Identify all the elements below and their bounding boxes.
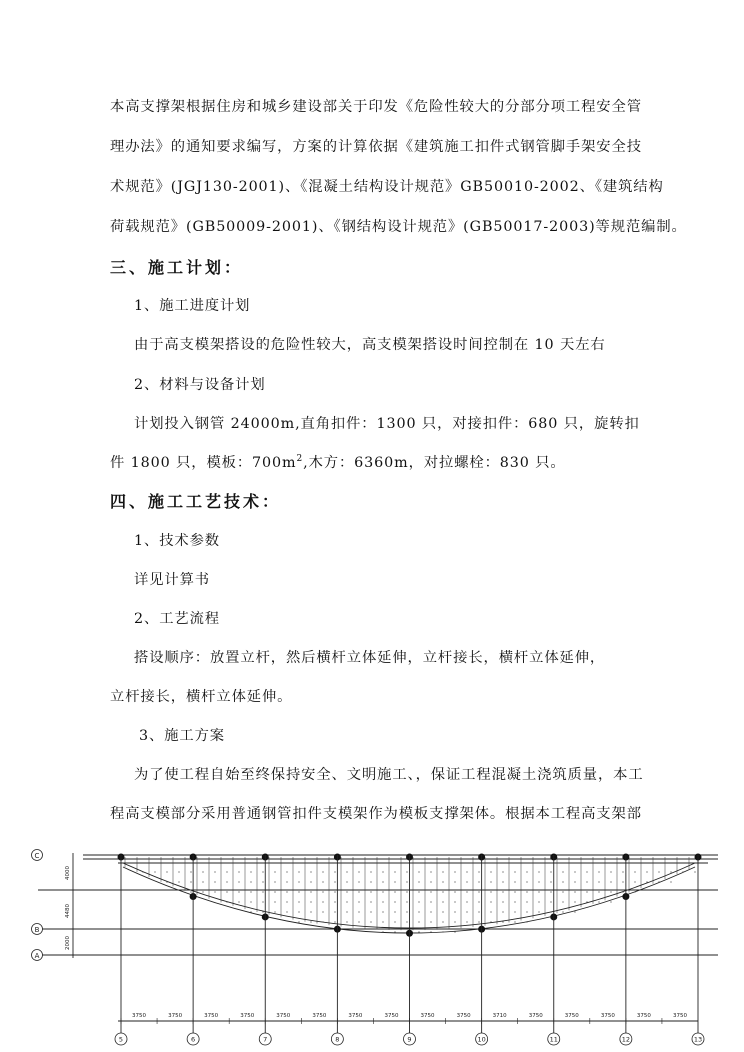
column-axis-label: 13 bbox=[693, 1035, 703, 1044]
scaffold-node bbox=[418, 911, 419, 912]
scaffold-node bbox=[298, 871, 299, 872]
scaffold-node bbox=[442, 921, 443, 922]
scaffold-node bbox=[466, 891, 467, 892]
scaffold-node bbox=[454, 931, 455, 932]
scaffold-node bbox=[598, 881, 599, 882]
scaffold-node bbox=[202, 891, 203, 892]
scaffold-node bbox=[214, 891, 215, 892]
row-dimension-label: 2000 bbox=[65, 936, 71, 950]
scaffold-node bbox=[190, 891, 191, 892]
scaffold-node bbox=[586, 881, 587, 882]
scaffold-node bbox=[322, 901, 323, 902]
scaffold-node bbox=[538, 881, 539, 882]
column-axis-label: 7 bbox=[263, 1035, 268, 1044]
intro-line-2: 理办法》的通知要求编写，方案的计算依据《建筑施工扣件式钢管脚手架安全技 bbox=[110, 139, 642, 155]
scaffold-node bbox=[334, 881, 335, 882]
scaffold-node bbox=[250, 911, 251, 912]
scaffold-node bbox=[370, 921, 371, 922]
row-dimension-label: 4000 bbox=[65, 866, 71, 880]
scaffold-node bbox=[598, 871, 599, 872]
scaffold-node bbox=[406, 921, 407, 922]
span-dimension-label: 3750 bbox=[348, 1013, 363, 1019]
scaffold-node bbox=[382, 871, 383, 872]
scaffold-node bbox=[430, 901, 431, 902]
scaffold-node bbox=[430, 911, 431, 912]
scaffold-node bbox=[286, 901, 287, 902]
scaffold-node bbox=[406, 891, 407, 892]
span-dimension-label: 3750 bbox=[132, 1013, 147, 1019]
scaffold-node bbox=[346, 901, 347, 902]
scaffold-node bbox=[502, 891, 503, 892]
scaffold-node bbox=[478, 911, 479, 912]
s4-item3-text-b: 程高支模部分采用普通钢管扣件支模架作为模板支撑架体。根据本工程高支架部 bbox=[110, 806, 642, 822]
scaffold-node bbox=[514, 921, 515, 922]
scaffold-node bbox=[394, 931, 395, 932]
scaffold-node bbox=[658, 881, 659, 882]
scaffold-node bbox=[586, 901, 587, 902]
scaffold-node bbox=[214, 871, 215, 872]
intro-line-4: 荷载规范》(GB50009-2001)、《钢结构设计规范》(GB50017-2003)等规范编制。 bbox=[110, 219, 687, 235]
scaffold-node bbox=[310, 921, 311, 922]
scaffold-node bbox=[622, 881, 623, 882]
scaffold-node bbox=[286, 881, 287, 882]
scaffold-node bbox=[550, 871, 551, 872]
scaffold-node bbox=[562, 891, 563, 892]
scaffold-node bbox=[286, 891, 287, 892]
scaffold-node bbox=[250, 891, 251, 892]
scaffold-node bbox=[526, 891, 527, 892]
scaffold-node bbox=[550, 881, 551, 882]
scaffold-node bbox=[502, 921, 503, 922]
scaffold-node bbox=[574, 901, 575, 902]
scaffold-node bbox=[430, 921, 431, 922]
scaffold-node bbox=[154, 871, 155, 872]
scaffold-node bbox=[694, 871, 695, 872]
scaffold-node bbox=[442, 901, 443, 902]
scaffold-node bbox=[406, 911, 407, 912]
column-axis-label: 5 bbox=[118, 1035, 124, 1044]
scaffold-node bbox=[418, 881, 419, 882]
scaffold-node bbox=[622, 891, 623, 892]
scaffold-node bbox=[634, 891, 635, 892]
scaffold-node bbox=[586, 871, 587, 872]
scaffold-node bbox=[562, 871, 563, 872]
s4-item1-title: 1、技术参数 bbox=[134, 533, 220, 549]
scaffold-node bbox=[358, 921, 359, 922]
scaffold-node bbox=[634, 881, 635, 882]
s3-item2-text-a: 计划投入钢管 24000m,直角扣件：1300 只，对接扣件：680 只，旋转扣 bbox=[134, 416, 640, 432]
scaffold-node bbox=[238, 891, 239, 892]
scaffold-node bbox=[394, 901, 395, 902]
scaffold-node bbox=[394, 911, 395, 912]
scaffold-node bbox=[406, 901, 407, 902]
scaffold-node bbox=[466, 911, 467, 912]
scaffold-node bbox=[418, 871, 419, 872]
scaffold-node bbox=[454, 871, 455, 872]
scaffold-node bbox=[490, 921, 491, 922]
span-dimension-label: 3750 bbox=[420, 1013, 435, 1019]
scaffold-node bbox=[490, 891, 491, 892]
scaffold-node bbox=[298, 891, 299, 892]
scaffold-node bbox=[502, 871, 503, 872]
column-axis-label: 8 bbox=[335, 1035, 340, 1044]
scaffold-node bbox=[670, 871, 671, 872]
scaffold-node bbox=[322, 891, 323, 892]
scaffold-node bbox=[286, 911, 287, 912]
scaffold-node bbox=[502, 911, 503, 912]
scaffold-node bbox=[610, 881, 611, 882]
intro-line-1: 本高支撑架根据住房和城乡建设部关于印发《危险性较大的分部分项工程安全管 bbox=[110, 99, 642, 115]
scaffold-node bbox=[634, 871, 635, 872]
span-dimension-label: 3750 bbox=[528, 1013, 543, 1019]
scaffold-node bbox=[418, 931, 419, 932]
s4-item3-title: 3、施工方案 bbox=[139, 728, 225, 744]
scaffold-node bbox=[454, 901, 455, 902]
scaffold-node bbox=[310, 901, 311, 902]
scaffold-node bbox=[586, 891, 587, 892]
span-dimension-label: 3750 bbox=[456, 1013, 471, 1019]
span-dimension-label: 3710 bbox=[492, 1013, 507, 1019]
scaffold-node bbox=[466, 871, 467, 872]
scaffold-node bbox=[262, 871, 263, 872]
scaffold-node bbox=[514, 901, 515, 902]
column-axis-label: 12 bbox=[621, 1035, 631, 1044]
scaffold-node bbox=[514, 911, 515, 912]
scaffold-node bbox=[334, 891, 335, 892]
scaffold-node bbox=[430, 891, 431, 892]
scaffold-node bbox=[382, 931, 383, 932]
scaffold-node bbox=[442, 891, 443, 892]
column-axis-label: 9 bbox=[407, 1035, 412, 1044]
span-dimension-label: 3750 bbox=[312, 1013, 327, 1019]
scaffold-node bbox=[346, 881, 347, 882]
column-axis-label: 10 bbox=[477, 1035, 486, 1044]
scaffold-node bbox=[262, 891, 263, 892]
scaffold-node bbox=[514, 891, 515, 892]
scaffold-node bbox=[190, 871, 191, 872]
section-3-heading: 三、施工计划： bbox=[110, 258, 244, 277]
s3-item1-text: 由于高支模架搭设的危险性较大，高支模架搭设时间控制在 10 天左右 bbox=[134, 337, 606, 353]
scaffold-node bbox=[202, 871, 203, 872]
scaffold-node bbox=[238, 901, 239, 902]
scaffold-node bbox=[310, 911, 311, 912]
scaffold-node bbox=[658, 871, 659, 872]
scaffold-node bbox=[214, 881, 215, 882]
row-axis-label: A bbox=[34, 952, 40, 960]
scaffold-node bbox=[274, 901, 275, 902]
scaffold-node bbox=[322, 871, 323, 872]
row-axis-label: B bbox=[34, 926, 40, 934]
scaffold-node bbox=[334, 911, 335, 912]
scaffold-node bbox=[346, 891, 347, 892]
scaffold-node bbox=[538, 871, 539, 872]
scaffold-node bbox=[370, 901, 371, 902]
scaffold-node bbox=[394, 891, 395, 892]
scaffold-node bbox=[346, 921, 347, 922]
scaffold-node bbox=[562, 901, 563, 902]
scaffold-node bbox=[382, 921, 383, 922]
scaffold-node bbox=[262, 911, 263, 912]
scaffold-node bbox=[346, 911, 347, 912]
scaffold-node bbox=[322, 881, 323, 882]
s3-item2-title: 2、材料与设备计划 bbox=[134, 377, 266, 393]
scaffold-node bbox=[286, 871, 287, 872]
scaffold-node bbox=[442, 871, 443, 872]
scaffold-node bbox=[502, 901, 503, 902]
span-dimension-label: 3750 bbox=[564, 1013, 579, 1019]
scaffold-node bbox=[574, 881, 575, 882]
scaffold-node bbox=[226, 871, 227, 872]
scaffold-node bbox=[274, 881, 275, 882]
scaffold-node bbox=[670, 881, 671, 882]
scaffold-node bbox=[430, 871, 431, 872]
scaffold-node bbox=[382, 901, 383, 902]
span-dimension-label: 3750 bbox=[240, 1013, 255, 1019]
scaffold-node bbox=[490, 901, 491, 902]
scaffold-node bbox=[346, 871, 347, 872]
scaffold-node bbox=[226, 901, 227, 902]
scaffold-node bbox=[526, 881, 527, 882]
scaffold-node bbox=[238, 871, 239, 872]
scaffold-node bbox=[646, 881, 647, 882]
scaffold-node bbox=[610, 901, 611, 902]
scaffold-node bbox=[250, 871, 251, 872]
scaffold-node bbox=[562, 881, 563, 882]
scaffold-node bbox=[682, 871, 683, 872]
scaffold-node bbox=[598, 901, 599, 902]
scaffold-node bbox=[454, 891, 455, 892]
scaffold-node bbox=[562, 911, 563, 912]
scaffold-node bbox=[454, 911, 455, 912]
intro-line-3: 术规范》(JGJ130-2001)、《混凝土结构设计规范》GB50010-2002、《建筑结构 bbox=[110, 179, 664, 195]
scaffold-node bbox=[430, 931, 431, 932]
span-dimension-label: 3750 bbox=[636, 1013, 651, 1019]
scaffold-node bbox=[274, 911, 275, 912]
scaffold-node bbox=[358, 901, 359, 902]
scaffold-plan-drawing bbox=[28, 843, 724, 1048]
scaffold-node bbox=[178, 881, 179, 882]
scaffold-node bbox=[502, 881, 503, 882]
s3-item2-text-b: 件 1800 只，模板：$700m^2$,木方：6360m，对拉螺栓：830 只。 bbox=[110, 454, 566, 471]
span-dimension-label: 3750 bbox=[168, 1013, 183, 1019]
scaffold-node bbox=[622, 871, 623, 872]
scaffold-node bbox=[418, 921, 419, 922]
scaffold-node bbox=[238, 881, 239, 882]
section-4-heading: 四、施工工艺技术： bbox=[110, 492, 282, 511]
s4-item2-title: 2、工艺流程 bbox=[134, 611, 220, 627]
scaffold-node bbox=[250, 901, 251, 902]
span-dimension-label: 3750 bbox=[204, 1013, 219, 1019]
s3-item1-title: 1、施工进度计划 bbox=[134, 298, 251, 314]
scaffold-node bbox=[322, 921, 323, 922]
scaffold-node bbox=[370, 871, 371, 872]
scaffold-node bbox=[358, 881, 359, 882]
scaffold-node bbox=[382, 911, 383, 912]
scaffold-node bbox=[334, 871, 335, 872]
scaffold-node bbox=[358, 891, 359, 892]
scaffold-node bbox=[478, 921, 479, 922]
s4-item2-text-a: 搭设顺序：放置立杆，然后横杆立体延伸，立杆接长，横杆立体延伸， bbox=[134, 650, 606, 666]
scaffold-node bbox=[538, 901, 539, 902]
span-dimension-label: 3750 bbox=[600, 1013, 615, 1019]
scaffold-node bbox=[406, 881, 407, 882]
scaffold-node bbox=[334, 901, 335, 902]
scaffold-node bbox=[298, 881, 299, 882]
scaffold-node bbox=[454, 921, 455, 922]
row-dimension-label: 4480 bbox=[65, 904, 71, 918]
scaffold-node bbox=[478, 891, 479, 892]
scaffold-node bbox=[574, 871, 575, 872]
scaffold-node bbox=[322, 911, 323, 912]
scaffold-node bbox=[406, 871, 407, 872]
scaffold-node bbox=[262, 901, 263, 902]
scaffold-node bbox=[394, 921, 395, 922]
scaffold-node bbox=[466, 921, 467, 922]
scaffold-node bbox=[442, 881, 443, 882]
scaffold-node bbox=[370, 911, 371, 912]
scaffold-node bbox=[574, 911, 575, 912]
scaffold-node bbox=[190, 881, 191, 882]
scaffold-node bbox=[298, 911, 299, 912]
scaffold-node bbox=[226, 891, 227, 892]
scaffold-node bbox=[442, 911, 443, 912]
scaffold-node bbox=[166, 871, 167, 872]
scaffold-node bbox=[490, 881, 491, 882]
scaffold-node bbox=[430, 881, 431, 882]
s4-item3-text-a: 为了使工程自始至终保持安全、文明施工、，保证工程混凝土浇筑质量，本工 bbox=[134, 767, 644, 783]
scaffold-node bbox=[538, 891, 539, 892]
scaffold-node bbox=[202, 881, 203, 882]
scaffold-node bbox=[418, 901, 419, 902]
scaffold-node bbox=[490, 871, 491, 872]
span-dimension-label: 3750 bbox=[672, 1013, 687, 1019]
scaffold-node bbox=[646, 871, 647, 872]
scaffold-node bbox=[262, 881, 263, 882]
scaffold-node bbox=[454, 881, 455, 882]
scaffold-node bbox=[334, 921, 335, 922]
superscript-2: 2 bbox=[296, 454, 304, 464]
scaffold-node bbox=[514, 881, 515, 882]
span-dimension-label: 3750 bbox=[384, 1013, 399, 1019]
scaffold-node bbox=[538, 911, 539, 912]
row-axis-label: C bbox=[34, 852, 40, 860]
scaffold-node bbox=[226, 881, 227, 882]
scaffold-node bbox=[358, 871, 359, 872]
scaffold-node bbox=[610, 891, 611, 892]
s4-item2-text-b: 立杆接长，横杆立体延伸。 bbox=[110, 689, 293, 705]
scaffold-node bbox=[382, 891, 383, 892]
scaffold-node bbox=[310, 881, 311, 882]
scaffold-node bbox=[478, 871, 479, 872]
scaffold-node bbox=[178, 871, 179, 872]
scaffold-node bbox=[166, 881, 167, 882]
scaffold-node bbox=[466, 881, 467, 882]
scaffold-node bbox=[526, 871, 527, 872]
scaffold-node bbox=[250, 881, 251, 882]
scaffold-node bbox=[358, 911, 359, 912]
column-axis-label: 6 bbox=[191, 1035, 196, 1044]
scaffold-node bbox=[466, 901, 467, 902]
scaffold-node bbox=[274, 891, 275, 892]
scaffold-node bbox=[550, 911, 551, 912]
scaffold-node bbox=[526, 921, 527, 922]
scaffold-node bbox=[478, 901, 479, 902]
scaffold-node bbox=[490, 911, 491, 912]
scaffold-node bbox=[274, 871, 275, 872]
scaffold-node bbox=[382, 881, 383, 882]
scaffold-node bbox=[550, 891, 551, 892]
scaffold-node bbox=[298, 901, 299, 902]
scaffold-node bbox=[610, 871, 611, 872]
scaffold-node bbox=[514, 871, 515, 872]
scaffold-node bbox=[442, 931, 443, 932]
column-axis-label: 11 bbox=[549, 1035, 558, 1044]
s4-item1-text: 详见计算书 bbox=[134, 572, 210, 588]
scaffold-node bbox=[370, 881, 371, 882]
scaffold-node bbox=[370, 891, 371, 892]
scaffold-node bbox=[478, 881, 479, 882]
scaffold-node bbox=[310, 891, 311, 892]
scaffold-node bbox=[394, 871, 395, 872]
scaffold-node bbox=[574, 891, 575, 892]
scaffold-node bbox=[394, 881, 395, 882]
scaffold-node bbox=[418, 891, 419, 892]
scaffold-node bbox=[550, 901, 551, 902]
scaffold-node bbox=[526, 901, 527, 902]
scaffold-node bbox=[298, 921, 299, 922]
scaffold-node bbox=[310, 871, 311, 872]
scaffold-node bbox=[142, 871, 143, 872]
span-dimension-label: 3750 bbox=[276, 1013, 291, 1019]
scaffold-node bbox=[598, 891, 599, 892]
scaffold-node bbox=[526, 911, 527, 912]
